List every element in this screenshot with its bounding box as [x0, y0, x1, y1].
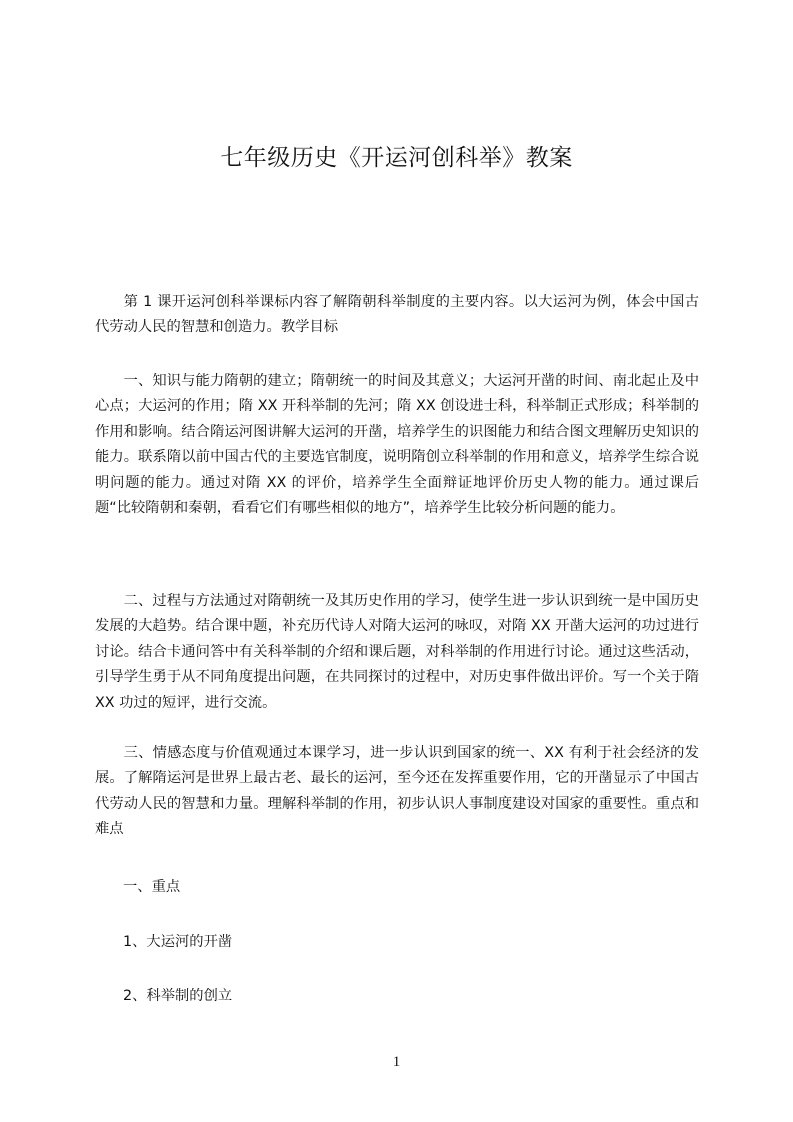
document-title: 七年级历史《开运河创科举》教案 — [220, 145, 573, 171]
key-point-grand-canal: 1、大运河的开凿 — [123, 934, 233, 950]
paragraph-process-method: 二、过程与方法通过对隋朝统一及其历史作用的学习，使学生进一步认识到统一是中国历史发展的大趋势。结合课中题，补充历代诗人对隋大运河的咏叹，对隋 XX 开凿大运河的功过进行讨论。结合卡通问答中有关科举制的介绍和课后题，对科举制的作用进行讨论。通过这些活动，引导学生勇于从不同角度提出问题，在共同探讨的过程中，对历史事件做出评价。写一个关于隋 XX 功过的短评，进行交流。 — [95, 593, 699, 711]
page-number: 1 — [392, 1054, 401, 1070]
paragraph-intro: 第 1 课开运河创科举课标内容了解隋朝科举制度的主要内容。以大运河为例，体会中国古代劳动人民的智慧和创造力。教学目标 — [95, 294, 699, 336]
paragraph-knowledge-ability: 一、知识与能力隋朝的建立；隋朝统一的时间及其意义；大运河开凿的时间、南北起止及中心点；大运河的作用；隋 XX 开科举制的先河；隋 XX 创设进士科，科举制正式形成；科举制的作用和影响。结合隋运河图讲解大运河的开凿，培养学生的识图能力和结合图文理解历史知识的能力。联系隋以前中国古代的主要选官制度，说明隋创立科举制的作用和意义，培养学生综合说明问题的能力。通过对隋 XX 的评价，培养学生全面辩证地评价历史人物的能力。通过课后题“比较隋朝和秦朝，看看它们有哪些相似的地方”，培养学生比较分析问题的能力。 — [95, 373, 699, 517]
key-point-imperial-exam: 2、科举制的创立 — [123, 988, 233, 1004]
paragraph-emotion-values: 三、情感态度与价值观通过本课学习，进一步认识到国家的统一、XX 有利于社会经济的发展。了解隋运河是世界上最古老、最长的运河，至今还在发挥重要作用，它的开凿显示了中国古代劳动人民的智慧和力量。理解科举制的作用，初步认识人事制度建设对国家的重要性。重点和难点 — [95, 745, 699, 838]
heading-key-points: 一、重点 — [123, 879, 181, 895]
